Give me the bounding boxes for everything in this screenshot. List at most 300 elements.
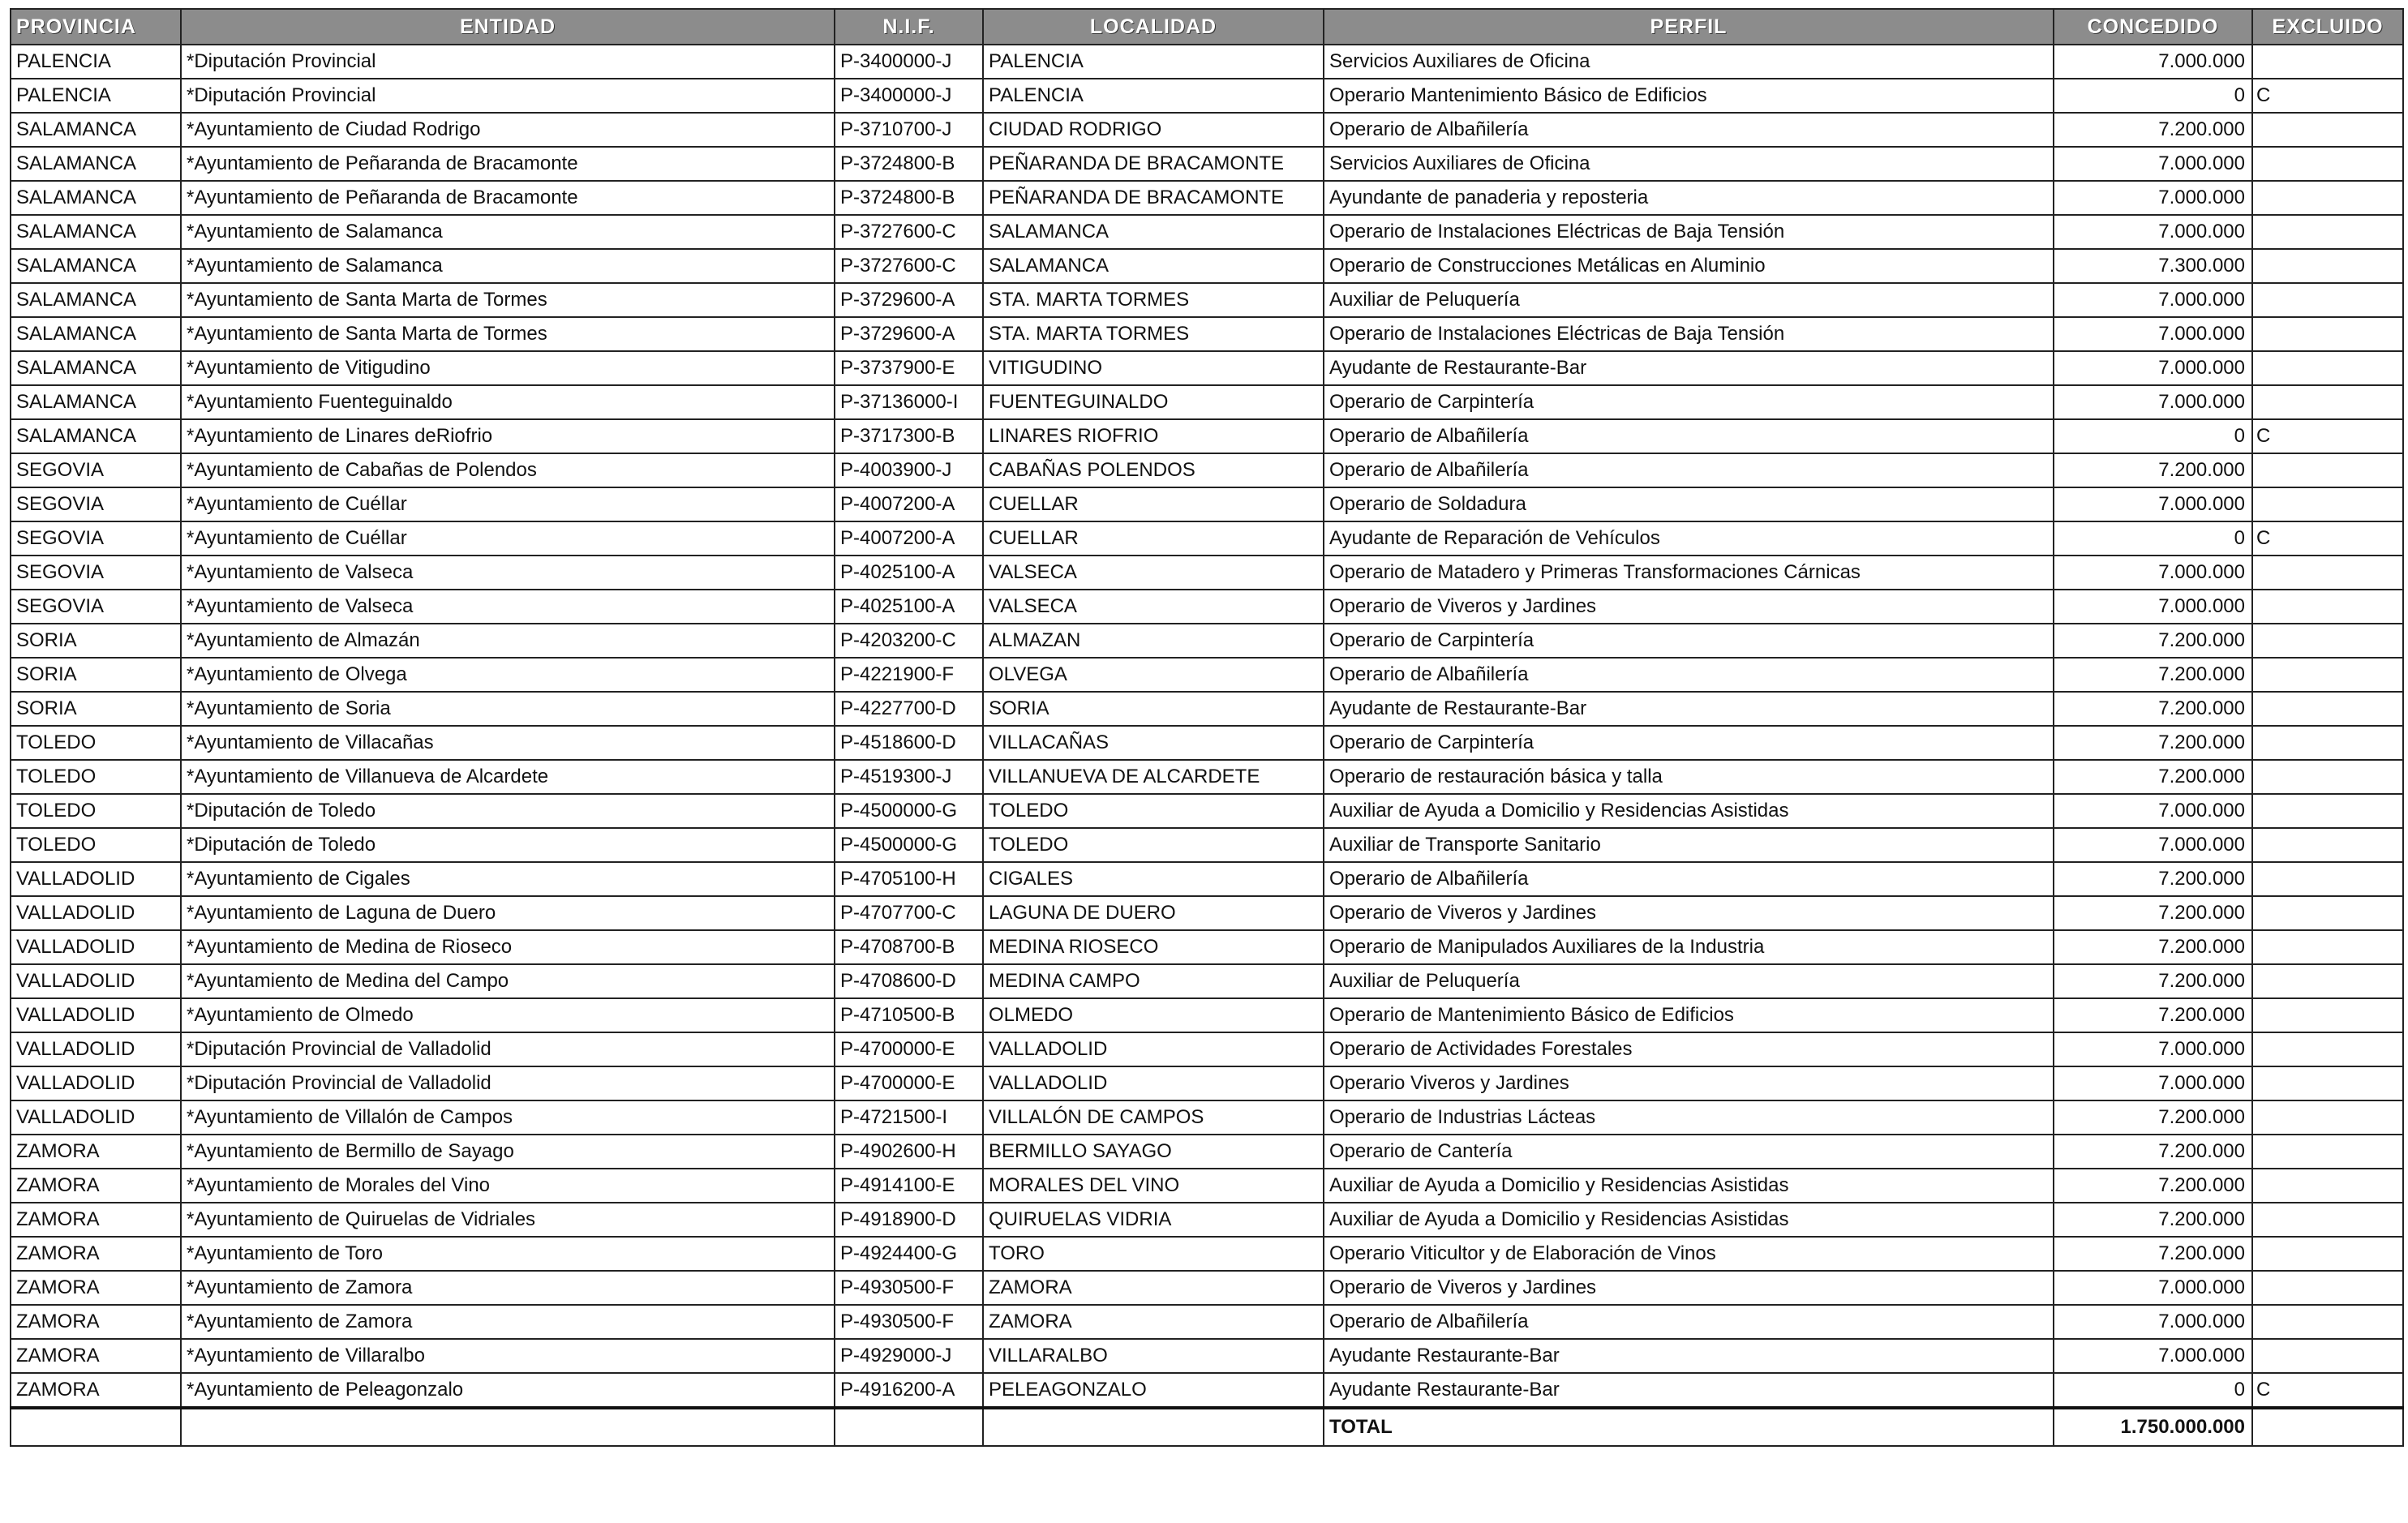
table-row	[11, 351, 2403, 385]
cell-localidad: CUELLAR	[983, 521, 1324, 556]
table-row	[11, 862, 2403, 896]
cell-concedido: 7.000.000	[2054, 1032, 2252, 1066]
cell-provincia: VALLADOLID	[11, 1100, 181, 1135]
cell-localidad: VILLANUEVA DE ALCARDETE	[983, 760, 1324, 794]
table-row	[11, 1237, 2403, 1271]
cell-provincia: SALAMANCA	[11, 147, 181, 181]
table-row	[11, 79, 2403, 113]
table-row	[11, 556, 2403, 590]
cell-perfil: Servicios Auxiliares de Oficina	[1324, 147, 2054, 181]
header-excluido: EXCLUIDO	[2252, 9, 2403, 45]
cell-concedido: 7.000.000	[2054, 590, 2252, 624]
cell-provincia: VALLADOLID	[11, 862, 181, 896]
cell-nif: P-4708700-B	[835, 930, 983, 964]
cell-concedido: 7.000.000	[2054, 1271, 2252, 1305]
cell-provincia: ZAMORA	[11, 1237, 181, 1271]
cell-provincia: SEGOVIA	[11, 487, 181, 521]
cell-provincia: SALAMANCA	[11, 283, 181, 317]
table-row	[11, 930, 2403, 964]
cell-nif: P-4221900-F	[835, 658, 983, 692]
table-row	[11, 1271, 2403, 1305]
cell-perfil: Ayudante de Restaurante-Bar	[1324, 351, 2054, 385]
cell-localidad: TORO	[983, 1237, 1324, 1271]
cell-concedido: 7.200.000	[2054, 862, 2252, 896]
cell-entidad: *Ayuntamiento de Ciudad Rodrigo	[181, 113, 835, 147]
cell-concedido: 7.000.000	[2054, 1066, 2252, 1100]
table-row	[11, 1203, 2403, 1237]
cell-excluido	[2252, 1237, 2403, 1271]
cell-provincia: SORIA	[11, 624, 181, 658]
cell-entidad: *Diputación Provincial	[181, 45, 835, 79]
cell-provincia: SORIA	[11, 658, 181, 692]
cell-excluido	[2252, 113, 2403, 147]
header-entidad: ENTIDAD	[181, 9, 835, 45]
cell-excluido	[2252, 181, 2403, 215]
cell-excluido	[2252, 590, 2403, 624]
cell-excluido	[2252, 862, 2403, 896]
cell-nif: P-4025100-A	[835, 556, 983, 590]
cell-nif: P-4721500-I	[835, 1100, 983, 1135]
cell-entidad: *Ayuntamiento de Peñaranda de Bracamonte	[181, 181, 835, 215]
total-empty-cell	[181, 1408, 835, 1446]
cell-excluido	[2252, 385, 2403, 419]
cell-concedido: 7.200.000	[2054, 760, 2252, 794]
cell-nif: P-3724800-B	[835, 181, 983, 215]
cell-concedido: 7.000.000	[2054, 1305, 2252, 1339]
table-row	[11, 1066, 2403, 1100]
cell-excluido	[2252, 317, 2403, 351]
cell-provincia: SALAMANCA	[11, 317, 181, 351]
cell-concedido: 7.000.000	[2054, 147, 2252, 181]
cell-excluido	[2252, 249, 2403, 283]
cell-localidad: VALLADOLID	[983, 1032, 1324, 1066]
cell-localidad: VILLARALBO	[983, 1339, 1324, 1373]
cell-excluido	[2252, 1203, 2403, 1237]
cell-concedido: 7.200.000	[2054, 896, 2252, 930]
cell-excluido: C	[2252, 79, 2403, 113]
cell-nif: P-4700000-E	[835, 1032, 983, 1066]
cell-localidad: BERMILLO SAYAGO	[983, 1135, 1324, 1169]
cell-nif: P-3727600-C	[835, 249, 983, 283]
cell-perfil: Operario de Viveros y Jardines	[1324, 590, 2054, 624]
cell-provincia: SEGOVIA	[11, 590, 181, 624]
cell-excluido	[2252, 1135, 2403, 1169]
cell-concedido: 7.000.000	[2054, 794, 2252, 828]
cell-localidad: PELEAGONZALO	[983, 1373, 1324, 1408]
cell-entidad: *Ayuntamiento de Villacañas	[181, 726, 835, 760]
table-row	[11, 1169, 2403, 1203]
cell-concedido: 7.200.000	[2054, 1135, 2252, 1169]
cell-provincia: ZAMORA	[11, 1373, 181, 1408]
cell-provincia: SALAMANCA	[11, 113, 181, 147]
cell-nif: P-4707700-C	[835, 896, 983, 930]
cell-excluido	[2252, 1100, 2403, 1135]
cell-perfil: Operario de Soldadura	[1324, 487, 2054, 521]
cell-provincia: VALLADOLID	[11, 1032, 181, 1066]
cell-excluido	[2252, 726, 2403, 760]
cell-excluido	[2252, 215, 2403, 249]
cell-concedido: 7.200.000	[2054, 998, 2252, 1032]
cell-perfil: Operario de Albañilería	[1324, 658, 2054, 692]
cell-perfil: Operario de Actividades Forestales	[1324, 1032, 2054, 1066]
cell-provincia: SORIA	[11, 692, 181, 726]
cell-entidad: *Ayuntamiento de Zamora	[181, 1305, 835, 1339]
table-row	[11, 283, 2403, 317]
table-row	[11, 828, 2403, 862]
cell-localidad: OLVEGA	[983, 658, 1324, 692]
cell-provincia: VALLADOLID	[11, 930, 181, 964]
cell-entidad: *Ayuntamiento de Linares deRiofrio	[181, 419, 835, 453]
cell-perfil: Operario Mantenimiento Básico de Edificios	[1324, 79, 2054, 113]
cell-entidad: *Ayuntamiento de Peñaranda de Bracamonte	[181, 147, 835, 181]
cell-provincia: PALENCIA	[11, 79, 181, 113]
cell-concedido: 7.200.000	[2054, 1237, 2252, 1271]
cell-concedido: 7.000.000	[2054, 385, 2252, 419]
cell-localidad: MEDINA RIOSECO	[983, 930, 1324, 964]
table-row	[11, 487, 2403, 521]
cell-perfil: Ayudante de Restaurante-Bar	[1324, 692, 2054, 726]
table-row	[11, 521, 2403, 556]
cell-perfil: Auxiliar de Peluquería	[1324, 283, 2054, 317]
cell-perfil: Auxiliar de Ayuda a Domicilio y Residencias Asistidas	[1324, 1169, 2054, 1203]
cell-nif: P-4705100-H	[835, 862, 983, 896]
cell-nif: P-4930500-F	[835, 1271, 983, 1305]
table-row	[11, 1373, 2403, 1408]
cell-excluido	[2252, 624, 2403, 658]
cell-provincia: TOLEDO	[11, 760, 181, 794]
table-row	[11, 147, 2403, 181]
cell-nif: P-4203200-C	[835, 624, 983, 658]
cell-perfil: Operario de Carpintería	[1324, 624, 2054, 658]
cell-perfil: Auxiliar de Ayuda a Domicilio y Residencias Asistidas	[1324, 1203, 2054, 1237]
cell-nif: P-4025100-A	[835, 590, 983, 624]
cell-concedido: 7.000.000	[2054, 181, 2252, 215]
total-empty-cell	[2252, 1408, 2403, 1446]
cell-provincia: ZAMORA	[11, 1271, 181, 1305]
cell-entidad: *Ayuntamiento de Soria	[181, 692, 835, 726]
cell-provincia: SALAMANCA	[11, 351, 181, 385]
total-empty-cell	[835, 1408, 983, 1446]
cell-excluido	[2252, 794, 2403, 828]
cell-localidad: VALSECA	[983, 556, 1324, 590]
cell-localidad: VALLADOLID	[983, 1066, 1324, 1100]
cell-localidad: PEÑARANDA DE BRACAMONTE	[983, 147, 1324, 181]
cell-perfil: Operario de Industrias Lácteas	[1324, 1100, 2054, 1135]
cell-provincia: TOLEDO	[11, 794, 181, 828]
cell-excluido	[2252, 692, 2403, 726]
cell-perfil: Operario de Matadero y Primeras Transformaciones Cárnicas	[1324, 556, 2054, 590]
cell-perfil: Operario de Albañilería	[1324, 419, 2054, 453]
cell-entidad: *Ayuntamiento de Salamanca	[181, 215, 835, 249]
cell-excluido	[2252, 1271, 2403, 1305]
cell-nif: P-3710700-J	[835, 113, 983, 147]
table-row	[11, 624, 2403, 658]
cell-provincia: ZAMORA	[11, 1203, 181, 1237]
table-row	[11, 1100, 2403, 1135]
header-localidad: LOCALIDAD	[983, 9, 1324, 45]
cell-perfil: Operario de Mantenimiento Básico de Edificios	[1324, 998, 2054, 1032]
cell-entidad: *Ayuntamiento de Cabañas de Polendos	[181, 453, 835, 487]
cell-perfil: Auxiliar de Peluquería	[1324, 964, 2054, 998]
table-row	[11, 998, 2403, 1032]
cell-perfil: Operario Viticultor y de Elaboración de Vinos	[1324, 1237, 2054, 1271]
cell-provincia: SALAMANCA	[11, 419, 181, 453]
cell-perfil: Operario de Construcciones Metálicas en Aluminio	[1324, 249, 2054, 283]
cell-nif: P-4916200-A	[835, 1373, 983, 1408]
cell-entidad: *Ayuntamiento de Valseca	[181, 590, 835, 624]
cell-concedido: 0	[2054, 419, 2252, 453]
cell-perfil: Servicios Auxiliares de Oficina	[1324, 45, 2054, 79]
table-row	[11, 453, 2403, 487]
table-row	[11, 726, 2403, 760]
header-perfil: PERFIL	[1324, 9, 2054, 45]
cell-nif: P-3724800-B	[835, 147, 983, 181]
cell-concedido: 7.000.000	[2054, 828, 2252, 862]
cell-provincia: TOLEDO	[11, 726, 181, 760]
cell-provincia: ZAMORA	[11, 1305, 181, 1339]
cell-concedido: 7.000.000	[2054, 487, 2252, 521]
cell-localidad: CUELLAR	[983, 487, 1324, 521]
table-row	[11, 590, 2403, 624]
cell-perfil: Operario de Instalaciones Eléctricas de Baja Tensión	[1324, 317, 2054, 351]
cell-concedido: 7.200.000	[2054, 113, 2252, 147]
cell-concedido: 7.200.000	[2054, 624, 2252, 658]
cell-nif: P-3737900-E	[835, 351, 983, 385]
cell-localidad: ZAMORA	[983, 1271, 1324, 1305]
cell-nif: P-3400000-J	[835, 45, 983, 79]
table-row	[11, 215, 2403, 249]
cell-nif: P-4500000-G	[835, 794, 983, 828]
cell-entidad: *Ayuntamiento de Olvega	[181, 658, 835, 692]
cell-perfil: Operario Viveros y Jardines	[1324, 1066, 2054, 1100]
cell-entidad: *Ayuntamiento de Villanueva de Alcardete	[181, 760, 835, 794]
table-row	[11, 760, 2403, 794]
grant-table	[10, 8, 2404, 1447]
cell-perfil: Auxiliar de Ayuda a Domicilio y Residencias Asistidas	[1324, 794, 2054, 828]
cell-concedido: 7.200.000	[2054, 692, 2252, 726]
total-empty-cell	[11, 1408, 181, 1446]
cell-excluido	[2252, 45, 2403, 79]
cell-entidad: *Diputación de Toledo	[181, 828, 835, 862]
cell-excluido	[2252, 896, 2403, 930]
cell-entidad: *Ayuntamiento de Santa Marta de Tormes	[181, 317, 835, 351]
cell-concedido: 7.300.000	[2054, 249, 2252, 283]
table-row	[11, 1339, 2403, 1373]
cell-entidad: *Ayuntamiento de Peleagonzalo	[181, 1373, 835, 1408]
cell-excluido	[2252, 351, 2403, 385]
table-row	[11, 964, 2403, 998]
cell-provincia: SALAMANCA	[11, 385, 181, 419]
cell-perfil: Operario de Carpintería	[1324, 726, 2054, 760]
cell-nif: P-4902600-H	[835, 1135, 983, 1169]
cell-entidad: *Ayuntamiento de Cuéllar	[181, 487, 835, 521]
cell-concedido: 0	[2054, 1373, 2252, 1408]
cell-perfil: Operario de Cantería	[1324, 1135, 2054, 1169]
cell-nif: P-4700000-E	[835, 1066, 983, 1100]
cell-concedido: 7.200.000	[2054, 930, 2252, 964]
cell-perfil: Operario de Manipulados Auxiliares de la Industria	[1324, 930, 2054, 964]
cell-provincia: ZAMORA	[11, 1169, 181, 1203]
cell-entidad: *Ayuntamiento de Valseca	[181, 556, 835, 590]
cell-localidad: STA. MARTA TORMES	[983, 283, 1324, 317]
table-row	[11, 45, 2403, 79]
cell-concedido: 7.000.000	[2054, 45, 2252, 79]
cell-nif: P-3727600-C	[835, 215, 983, 249]
cell-entidad: *Ayuntamiento Fuenteguinaldo	[181, 385, 835, 419]
cell-nif: P-4519300-J	[835, 760, 983, 794]
cell-excluido	[2252, 658, 2403, 692]
cell-localidad: FUENTEGUINALDO	[983, 385, 1324, 419]
cell-excluido	[2252, 453, 2403, 487]
cell-excluido	[2252, 1339, 2403, 1373]
cell-localidad: PALENCIA	[983, 79, 1324, 113]
header-nif: N.I.F.	[835, 9, 983, 45]
cell-entidad: *Ayuntamiento de Villaralbo	[181, 1339, 835, 1373]
cell-excluido	[2252, 998, 2403, 1032]
cell-entidad: *Ayuntamiento de Vitigudino	[181, 351, 835, 385]
header-row	[11, 9, 2403, 45]
cell-concedido: 0	[2054, 79, 2252, 113]
cell-localidad: MORALES DEL VINO	[983, 1169, 1324, 1203]
cell-localidad: CIGALES	[983, 862, 1324, 896]
cell-concedido: 7.000.000	[2054, 283, 2252, 317]
cell-entidad: *Ayuntamiento de Medina de Rioseco	[181, 930, 835, 964]
cell-localidad: STA. MARTA TORMES	[983, 317, 1324, 351]
cell-nif: P-4007200-A	[835, 487, 983, 521]
cell-localidad: OLMEDO	[983, 998, 1324, 1032]
cell-nif: P-4518600-D	[835, 726, 983, 760]
cell-excluido	[2252, 1032, 2403, 1066]
cell-localidad: VILLACAÑAS	[983, 726, 1324, 760]
total-empty-cell	[983, 1408, 1324, 1446]
cell-provincia: VALLADOLID	[11, 964, 181, 998]
cell-entidad: *Ayuntamiento de Zamora	[181, 1271, 835, 1305]
cell-localidad: CABAÑAS POLENDOS	[983, 453, 1324, 487]
cell-perfil: Auxiliar de Transporte Sanitario	[1324, 828, 2054, 862]
cell-entidad: *Diputación Provincial de Valladolid	[181, 1032, 835, 1066]
cell-perfil: Operario de Albañilería	[1324, 862, 2054, 896]
cell-entidad: *Ayuntamiento de Medina del Campo	[181, 964, 835, 998]
cell-entidad: *Ayuntamiento de Villalón de Campos	[181, 1100, 835, 1135]
cell-perfil: Operario de Albañilería	[1324, 453, 2054, 487]
total-row	[11, 1408, 2403, 1446]
cell-nif: P-3729600-A	[835, 317, 983, 351]
cell-localidad: ZAMORA	[983, 1305, 1324, 1339]
cell-excluido	[2252, 283, 2403, 317]
cell-excluido: C	[2252, 419, 2403, 453]
cell-concedido: 7.000.000	[2054, 215, 2252, 249]
cell-perfil: Ayudante Restaurante-Bar	[1324, 1339, 2054, 1373]
cell-provincia: VALLADOLID	[11, 1066, 181, 1100]
total-label: TOTAL	[1324, 1408, 2054, 1446]
header-provincia: PROVINCIA	[11, 9, 181, 45]
cell-nif: P-4003900-J	[835, 453, 983, 487]
cell-provincia: VALLADOLID	[11, 998, 181, 1032]
cell-localidad: QUIRUELAS VIDRIA	[983, 1203, 1324, 1237]
cell-excluido	[2252, 1066, 2403, 1100]
cell-concedido: 7.200.000	[2054, 1169, 2252, 1203]
cell-provincia: TOLEDO	[11, 828, 181, 862]
cell-nif: P-3717300-B	[835, 419, 983, 453]
cell-nif: P-4930500-F	[835, 1305, 983, 1339]
cell-provincia: SALAMANCA	[11, 249, 181, 283]
cell-provincia: SEGOVIA	[11, 521, 181, 556]
cell-perfil: Operario de Viveros y Jardines	[1324, 1271, 2054, 1305]
cell-concedido: 7.200.000	[2054, 726, 2252, 760]
cell-excluido	[2252, 147, 2403, 181]
cell-provincia: ZAMORA	[11, 1135, 181, 1169]
cell-nif: P-37136000-I	[835, 385, 983, 419]
cell-entidad: *Diputación Provincial	[181, 79, 835, 113]
cell-nif: P-4918900-D	[835, 1203, 983, 1237]
cell-provincia: SALAMANCA	[11, 181, 181, 215]
cell-localidad: LINARES RIOFRIO	[983, 419, 1324, 453]
cell-perfil: Operario de Carpintería	[1324, 385, 2054, 419]
cell-localidad: VILLALÓN DE CAMPOS	[983, 1100, 1324, 1135]
cell-nif: P-4924400-G	[835, 1237, 983, 1271]
cell-entidad: *Ayuntamiento de Toro	[181, 1237, 835, 1271]
cell-localidad: VALSECA	[983, 590, 1324, 624]
cell-concedido: 7.000.000	[2054, 317, 2252, 351]
cell-concedido: 7.200.000	[2054, 964, 2252, 998]
table-row	[11, 794, 2403, 828]
table-row	[11, 692, 2403, 726]
table-row	[11, 1135, 2403, 1169]
cell-entidad: *Ayuntamiento de Almazán	[181, 624, 835, 658]
cell-provincia: ZAMORA	[11, 1339, 181, 1373]
cell-perfil: Operario de restauración básica y talla	[1324, 760, 2054, 794]
header-concedido: CONCEDIDO	[2054, 9, 2252, 45]
cell-concedido: 0	[2054, 521, 2252, 556]
cell-localidad: SALAMANCA	[983, 249, 1324, 283]
cell-entidad: *Ayuntamiento de Cigales	[181, 862, 835, 896]
cell-excluido	[2252, 1305, 2403, 1339]
cell-perfil: Ayundante de panaderia y reposteria	[1324, 181, 2054, 215]
cell-entidad: *Ayuntamiento de Cuéllar	[181, 521, 835, 556]
cell-concedido: 7.200.000	[2054, 453, 2252, 487]
cell-entidad: *Ayuntamiento de Salamanca	[181, 249, 835, 283]
cell-excluido	[2252, 828, 2403, 862]
cell-nif: P-4914100-E	[835, 1169, 983, 1203]
cell-excluido: C	[2252, 1373, 2403, 1408]
table-row	[11, 658, 2403, 692]
table-row	[11, 419, 2403, 453]
cell-nif: P-4500000-G	[835, 828, 983, 862]
cell-localidad: PEÑARANDA DE BRACAMONTE	[983, 181, 1324, 215]
cell-nif: P-4227700-D	[835, 692, 983, 726]
cell-provincia: VALLADOLID	[11, 896, 181, 930]
cell-entidad: *Diputación Provincial de Valladolid	[181, 1066, 835, 1100]
cell-entidad: *Ayuntamiento de Bermillo de Sayago	[181, 1135, 835, 1169]
total-value: 1.750.000.000	[2054, 1408, 2252, 1446]
cell-concedido: 7.200.000	[2054, 658, 2252, 692]
cell-nif: P-4929000-J	[835, 1339, 983, 1373]
cell-concedido: 7.200.000	[2054, 1203, 2252, 1237]
cell-localidad: SALAMANCA	[983, 215, 1324, 249]
cell-perfil: Operario de Albañilería	[1324, 1305, 2054, 1339]
table-row	[11, 1032, 2403, 1066]
cell-concedido: 7.000.000	[2054, 351, 2252, 385]
cell-localidad: ALMAZAN	[983, 624, 1324, 658]
cell-localidad: VITIGUDINO	[983, 351, 1324, 385]
cell-localidad: LAGUNA DE DUERO	[983, 896, 1324, 930]
spreadsheet-page	[10, 8, 2402, 1447]
cell-concedido: 7.000.000	[2054, 1339, 2252, 1373]
cell-localidad: TOLEDO	[983, 794, 1324, 828]
cell-excluido	[2252, 760, 2403, 794]
cell-perfil: Operario de Albañilería	[1324, 113, 2054, 147]
cell-perfil: Ayudante Restaurante-Bar	[1324, 1373, 2054, 1408]
